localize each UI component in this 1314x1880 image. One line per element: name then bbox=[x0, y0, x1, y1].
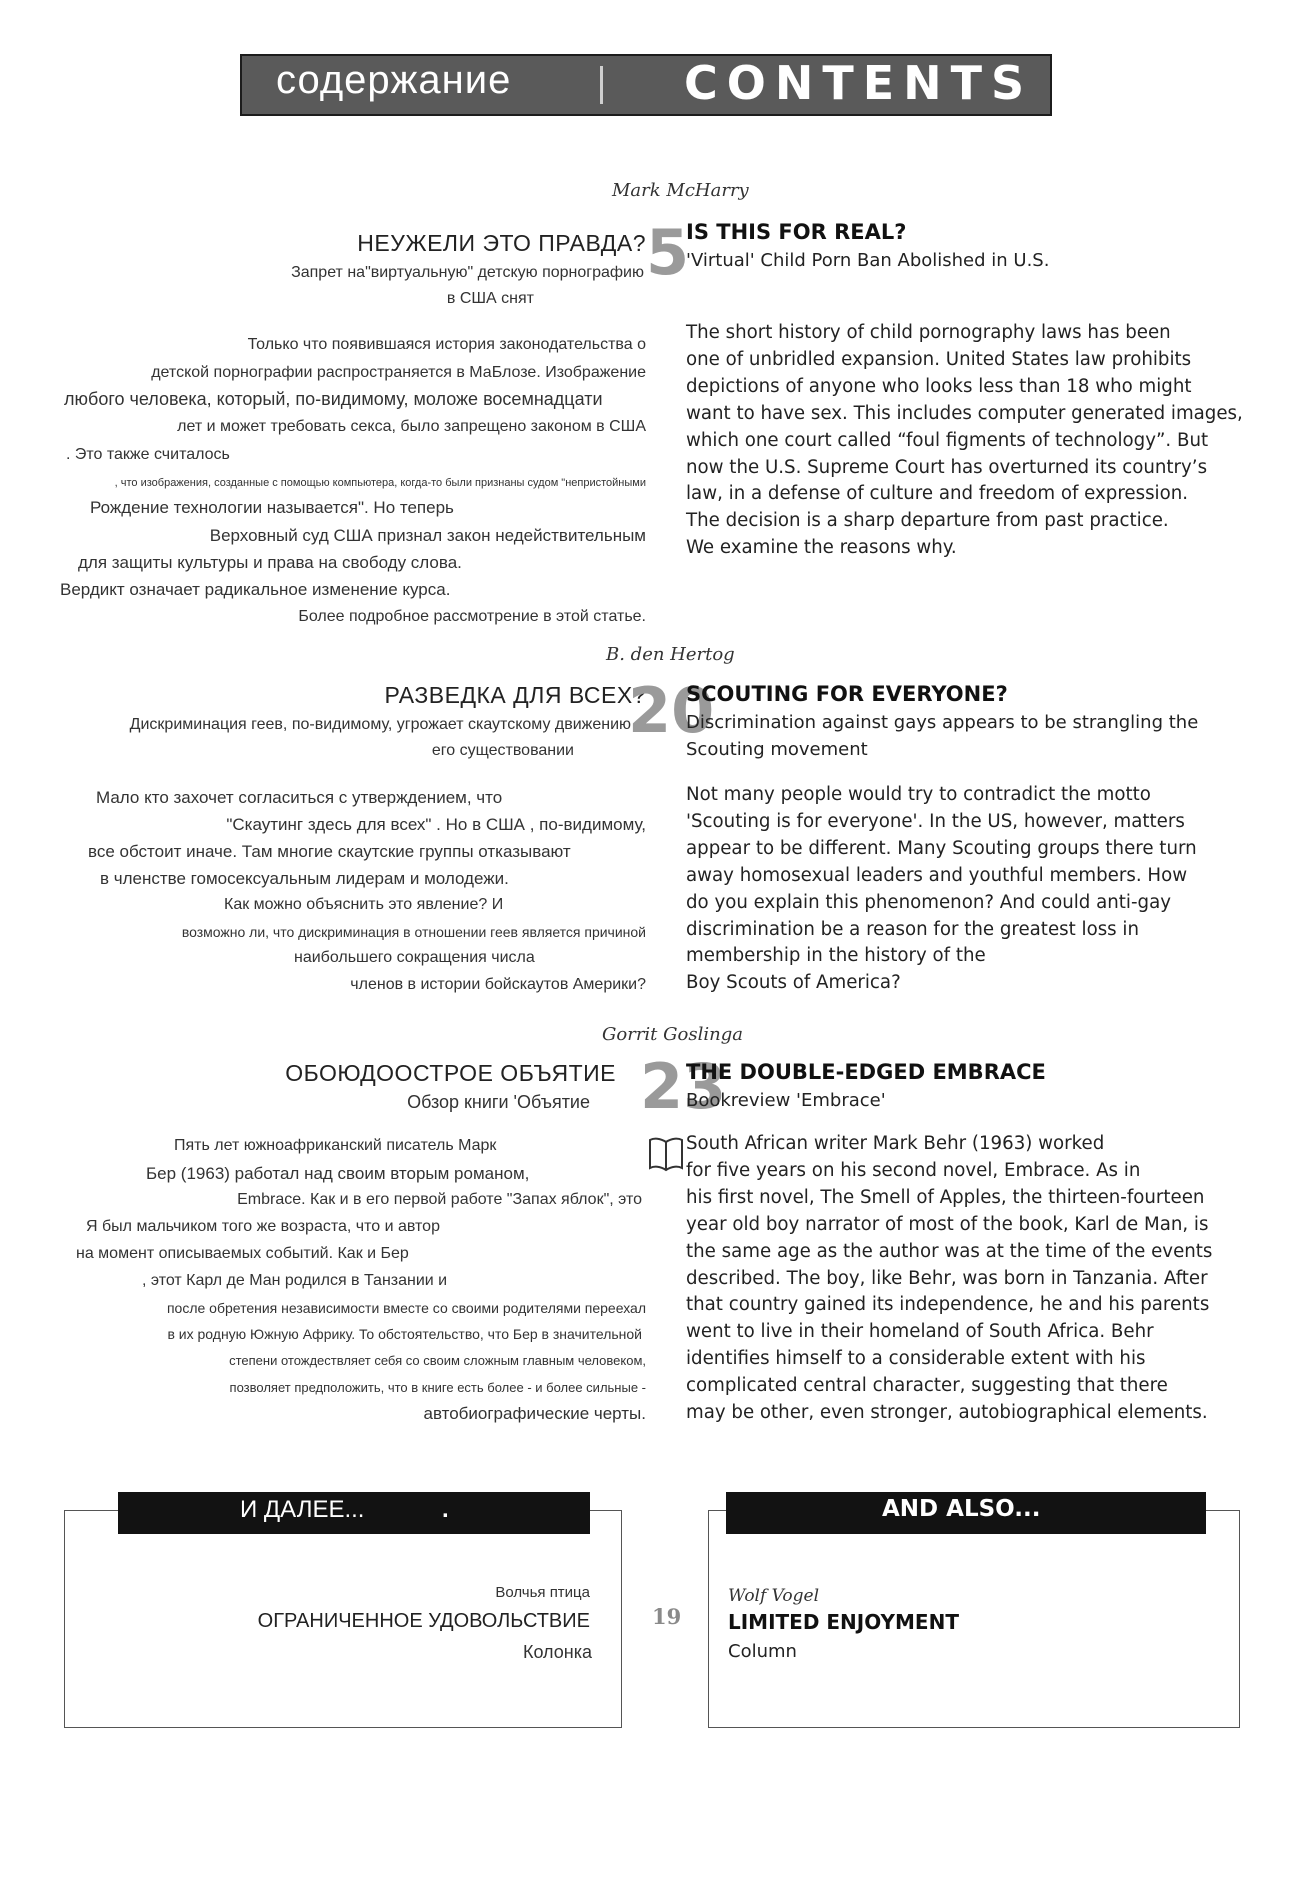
article-en-body-line: his first novel, The Smell of Apples, the thirteen-fourteen bbox=[686, 1186, 1205, 1208]
also-ru-title: ОГРАНИЧЕННОЕ УДОВОЛЬСТВИЕ bbox=[257, 1610, 590, 1632]
article-en-body-line: year old boy narrator of most of the book, Karl de Man, is bbox=[686, 1213, 1209, 1235]
article-ru-subtitle: Обзор книги 'Объятие bbox=[407, 1092, 590, 1112]
article-ru-body-line: . Это также считалось bbox=[66, 446, 230, 463]
also-en-author: Wolf Vogel bbox=[728, 1586, 820, 1606]
article-en-body-line: law, in a defense of culture and freedom of expression. bbox=[686, 483, 1189, 505]
article-ru-body-line: наибольшего сокращения числа bbox=[294, 949, 535, 966]
article-ru-body-line: детской порнографии распространяется в МаБлозе. Изображение bbox=[151, 364, 646, 381]
article-ru-body-line: Верховный суд США признал закон недействительным bbox=[209, 526, 646, 545]
article-ru-body-line: Рождение технологии называется". Но теперь bbox=[90, 498, 454, 517]
article-ru-body-line: степени отождествляет себя со своим сложным главным человеком, bbox=[229, 1353, 646, 1368]
also-ru-kind: Колонка bbox=[522, 1642, 592, 1662]
article-ru-body-line: Бер (1963) работал над своим вторым романом, bbox=[146, 1164, 530, 1183]
banner-title-en: CONTENTS bbox=[684, 56, 1034, 110]
article-author: B. den Hertog bbox=[606, 644, 735, 665]
article-en-body-line: The short history of child pornography laws has been bbox=[686, 322, 1171, 343]
article-ru-body-line: членов в истории бойскаутов Америки? bbox=[350, 976, 646, 993]
article-ru-body-line: в членстве гомосексуальным лидерам и молодежи. bbox=[100, 869, 509, 888]
article-en-body-line: went to live in their homeland of South Africa. Behr bbox=[686, 1321, 1154, 1343]
article-en-body-line: which one court called “foul figments of technology”. But bbox=[686, 429, 1209, 451]
article-ru-body-line: Вердикт означает радикальное изменение курса. bbox=[60, 580, 451, 599]
article-ru-subtitle: его существовании bbox=[431, 742, 574, 759]
article-en-subtitle: Bookreview 'Embrace' bbox=[686, 1090, 886, 1111]
also-en-kind: Column bbox=[728, 1641, 797, 1662]
article-en-title: THE DOUBLE-EDGED EMBRACE bbox=[686, 1060, 1046, 1084]
article-ru-subtitle: Дискриминация геев, по-видимому, угрожает скаутскому движению в bbox=[129, 716, 644, 733]
article-en-body-line: 'Scouting is for everyone'. In the US, however, matters bbox=[686, 810, 1185, 832]
article-ru-body-line: на момент описываемых событий. Как и Бер bbox=[76, 1245, 409, 1262]
article-en-subtitle: Discrimination against gays appears to be strangling the bbox=[686, 712, 1199, 733]
article-en-body-line: do you explain this phenomenon? And could anti-gay bbox=[686, 891, 1171, 913]
article-en-subtitle: Scouting movement bbox=[686, 739, 868, 760]
article-en-subtitle: 'Virtual' Child Porn Ban Abolished in U.S. bbox=[686, 250, 1050, 271]
article-en-body-line: described. The boy, like Behr, was born in Tanzania. After bbox=[686, 1267, 1208, 1289]
also-ru-author: Волчья птица bbox=[495, 1584, 590, 1601]
article-ru-body-line: Более подробное рассмотрение в этой статье. bbox=[298, 608, 646, 625]
article-en-body-line: discrimination be a reason for the greatest loss in bbox=[686, 918, 1140, 940]
article-en-body-line: We examine the reasons why. bbox=[686, 537, 957, 559]
also-heading-ru-dot: . bbox=[442, 1496, 449, 1523]
article-ru-body-line: Embrace. Как и в его первой работе "Запах яблок", это bbox=[237, 1191, 642, 1208]
page-number: 23 bbox=[640, 1050, 727, 1123]
article-en-body bbox=[686, 1131, 1212, 1427]
article-en-body-line: want to have sex. This includes computer generated images, bbox=[686, 402, 1243, 424]
article-ru-body-line: лет и может требовать секса, было запрещено законом в США bbox=[177, 418, 646, 435]
article-en-body-line: one of unbridled expansion. United States law prohibits bbox=[686, 348, 1192, 370]
article-ru-body-line: позволяет предположить, что в книге есть более - и более сильные - bbox=[229, 1380, 646, 1395]
article-en-body-line: membership in the history of the bbox=[686, 945, 986, 967]
also-heading-ru: И ДАЛЕЕ... bbox=[240, 1496, 365, 1523]
article-ru-body-line: все обстоит иначе. Там многие скаутские группы отказывают bbox=[88, 842, 571, 861]
banner-divider bbox=[600, 66, 603, 104]
article-ru-body-line: любого человека, который, по-видимому, моложе восемнадцати bbox=[64, 389, 603, 409]
article-en-body-line: that country gained its independence, he and his parents bbox=[686, 1294, 1210, 1316]
article-ru-body-line: Пять лет южноафриканский писатель Марк bbox=[174, 1137, 497, 1154]
book-icon bbox=[648, 1134, 684, 1174]
article-author: Mark McHarry bbox=[612, 180, 749, 201]
article-ru-body-line: после обретения независимости вместе со своими родителями переехал bbox=[166, 1300, 646, 1316]
article-ru-body-line: для защиты культуры и права на свободу слова. bbox=[78, 553, 462, 572]
article-en-body-line: for five years on his second novel, Embrace. As in bbox=[686, 1159, 1141, 1181]
article-ru-subtitle: в США снят bbox=[446, 290, 534, 307]
article-ru-body-line: возможно ли, что дискриминация в отношении геев является причиной bbox=[181, 924, 646, 940]
article-en-body-line: South African writer Mark Behr (1963) worked bbox=[686, 1133, 1105, 1154]
article-en-body-line: may be other, even stronger, autobiographical elements. bbox=[686, 1402, 1208, 1424]
article-en-body-line: the same age as the author was at the time of the events bbox=[686, 1240, 1213, 1262]
also-heading-en: AND ALSO... bbox=[882, 1496, 1041, 1522]
article-author: Gorrit Goslinga bbox=[602, 1024, 743, 1045]
article-ru-body-line: Я был мальчиком того же возраста, что и автор bbox=[86, 1218, 440, 1235]
article-en-body-line: The decision is a sharp departure from past practice. bbox=[686, 510, 1169, 532]
article-en-body-line: identifies himself to a considerable extent with his bbox=[686, 1348, 1146, 1370]
article-ru-subtitle: Запрет на"виртуальную" детскую порнографию bbox=[291, 264, 644, 281]
article-en-body bbox=[686, 782, 1197, 997]
article-ru-title: ОБОЮДООСТРОЕ ОБЪЯТИЕ bbox=[285, 1060, 616, 1086]
banner-title-ru: содержание bbox=[276, 58, 512, 102]
article-en-body-line: Not many people would try to contradict the motto bbox=[686, 784, 1151, 805]
article-ru-body-line: Мало кто захочет согласиться с утверждением, что bbox=[96, 788, 503, 807]
article-ru-body-line: , этот Карл де Ман родился в Танзании и bbox=[142, 1272, 448, 1289]
article-ru-body-line: Как можно объяснить это явление? И bbox=[224, 896, 504, 913]
article-en-body-line: complicated central character, suggesting that there bbox=[686, 1375, 1168, 1397]
article-en-title: SCOUTING FOR EVERYONE? bbox=[686, 682, 1008, 706]
article-en-body-line: appear to be different. Many Scouting groups there turn bbox=[686, 837, 1197, 859]
article-ru-body-line: Только что появившаяся история законодательства о bbox=[247, 336, 646, 353]
article-en-body bbox=[686, 320, 1243, 562]
article-en-body-line: depictions of anyone who looks less than 18 who might bbox=[686, 375, 1192, 397]
page-number: 20 bbox=[628, 674, 715, 747]
article-en-body-line: Boy Scouts of America? bbox=[686, 972, 901, 994]
page-number: 5 bbox=[646, 216, 690, 289]
article-ru-title: НЕУЖЕЛИ ЭТО ПРАВДА? bbox=[357, 230, 646, 256]
article-ru-body-line: в их родную Южную Африку. То обстоятельство, что Бер в значительной bbox=[167, 1326, 642, 1342]
article-en-body-line: away homosexual leaders and youthful members. How bbox=[686, 864, 1188, 886]
also-page-number: 19 bbox=[652, 1604, 682, 1629]
article-en-body-line: now the U.S. Supreme Court has overturned its country’s bbox=[686, 456, 1208, 478]
article-ru-body-line: , что изображения, созданные с помощью компьютера, когда-то были признаны судом "непристойными bbox=[114, 477, 646, 489]
article-ru-title: РАЗВЕДКА ДЛЯ ВСЕХ? bbox=[384, 682, 646, 708]
article-ru-body-line: автобиографические черты. bbox=[423, 1404, 646, 1423]
article-ru-body-line: "Скаутинг здесь для всех" . Но в США , по-видимому, bbox=[226, 815, 646, 834]
article-en-title: IS THIS FOR REAL? bbox=[686, 220, 907, 244]
also-en-title: LIMITED ENJOYMENT bbox=[728, 1610, 959, 1634]
